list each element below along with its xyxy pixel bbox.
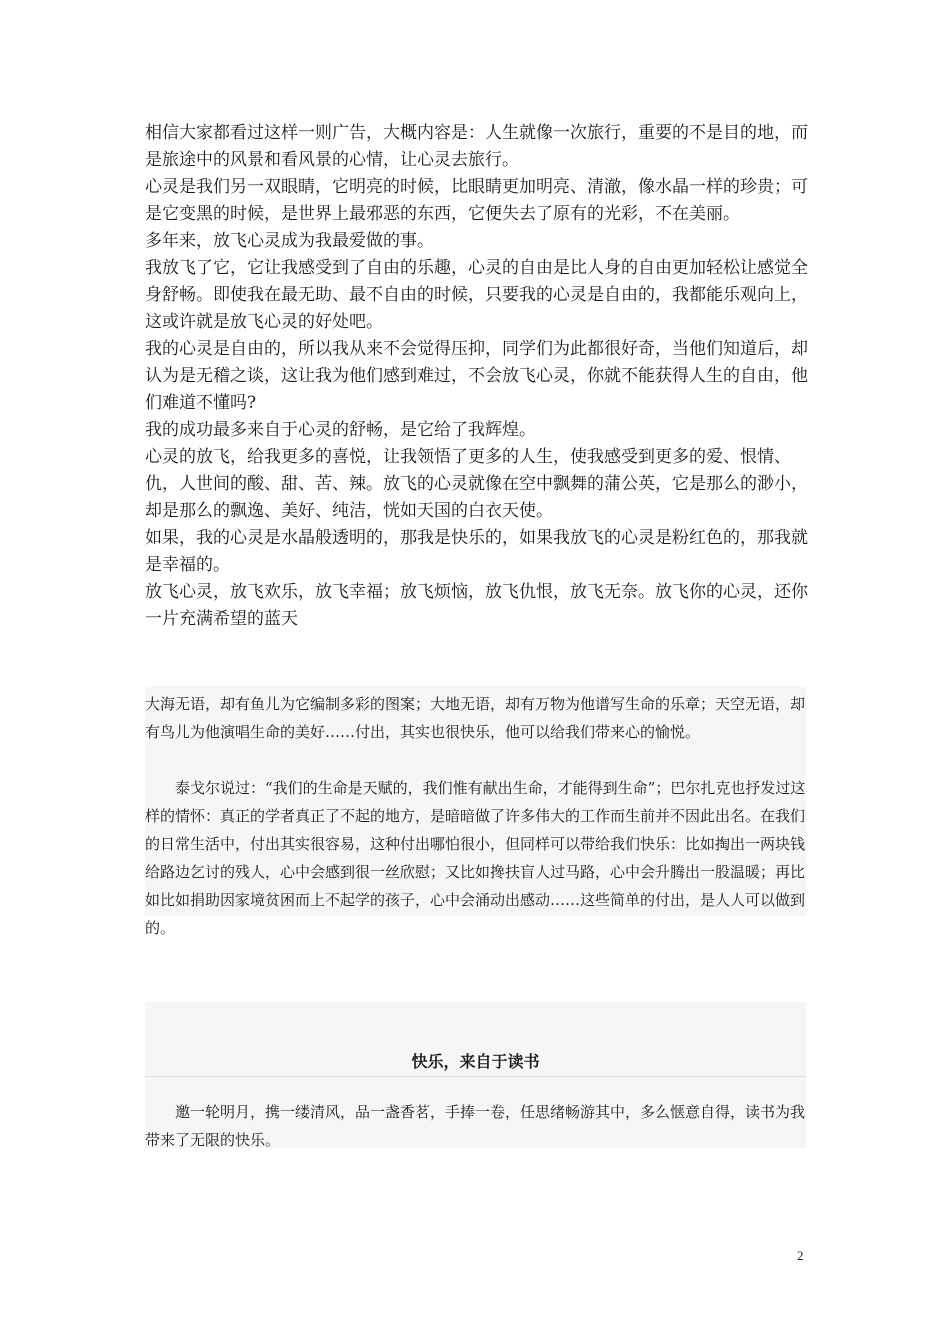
paragraph: 相信大家都看过这样一则广告，大概内容是：人生就像一次旅行，重要的不是目的地，而是旅途中的风景和看风景的心情，让心灵去旅行。: [145, 123, 808, 170]
essay-section-free-soul: [145, 120, 810, 633]
paragraph-gap: [145, 746, 806, 774]
paragraph: 放飞心灵，放飞欢乐，放飞幸福；放飞烦恼，放飞仇恨，放飞无奈。放飞你的心灵，还你一片充满希望的蓝天: [145, 582, 808, 629]
paragraph: 我的成功最多来自于心灵的舒畅，是它给了我辉煌。: [145, 420, 536, 440]
paragraph: 如果，我的心灵是水晶般透明的，那我是快乐的，如果我放飞的心灵是粉红色的，那我就是幸福的。: [145, 528, 808, 575]
paragraph: 大海无语，却有鱼儿为它编制多彩的图案；大地无语，却有万物为他谱写生命的乐章；天空无语，却有鸟儿为他演唱生命的美好……付出，其实也很快乐，他可以给我们带来心的愉悦。: [145, 695, 806, 741]
paragraph: 多年来，放飞心灵成为我最爱做的事。: [145, 231, 434, 251]
divider: [145, 1076, 806, 1077]
paragraph: 泰戈尔说过：“我们的生命是天赋的，我们惟有献出生命，才能得到生命”；巴尔扎克也抒发过这样的情怀：真正的学者真正了不起的地方，是暗暗做了许多伟大的工作而生前并不因此出名。在我们的日常生活中，付出其实很容易，这种付出哪怕很小，但同样可以带给我们快乐：比如掏出一两块钱给路边乞讨的残人，心中会感到很一丝欣慰；又比如搀扶盲人过马路，心中会升腾出一股温暖；再比如比如捐助因家境贫困而上不起学的孩子，心中会涌动出感动……这些简单的付出，是人人可以做到的。: [145, 779, 806, 937]
paragraph: 心灵是我们另一双眼睛，它明亮的时候，比眼睛更加明亮、清澈，像水晶一样的珍贵；可是它变黑的时候，是世界上最邪恶的东西，它便失去了原有的光彩，不在美丽。: [145, 177, 808, 224]
paragraph: 邀一轮明月，携一缕清风，品一盏香茗，手捧一卷，任思绪畅游其中，多么惬意自得，读书为我带来了无限的快乐。: [145, 1103, 806, 1149]
section-title: 快乐，来自于读书: [411, 1052, 540, 1071]
page-number: 2: [797, 1248, 804, 1263]
paragraph: 我放飞了它，它让我感受到了自由的乐趣，心灵的自由是比人身的自由更加轻松让感觉全身舒畅。即使我在最无助、最不自由的时候，只要我的心灵是自由的，我都能乐观向上，这或许就是放飞心灵的好处吧。: [145, 258, 808, 332]
paragraph: 我的心灵是自由的，所以我从来不会觉得压抑，同学们为此都很好奇，当他们知道后，却认为是无稽之谈，这让我为他们感到难过，不会放飞心灵，你就不能获得人生的自由，他们难道不懂吗?: [145, 339, 808, 413]
paragraph: 心灵的放飞，给我更多的喜悦，让我领悟了更多的人生，使我感受到更多的爱、恨情、仇，人世间的酸、甜、苦、辣。放飞的心灵就像在空中飘舞的蒲公英，它是那么的渺小，却是那么的飘逸、美好、纯洁，恍如天国的白衣天使。: [145, 447, 808, 521]
essay-section-reading: [145, 1002, 806, 1148]
essay-section-giving: [145, 686, 806, 937]
